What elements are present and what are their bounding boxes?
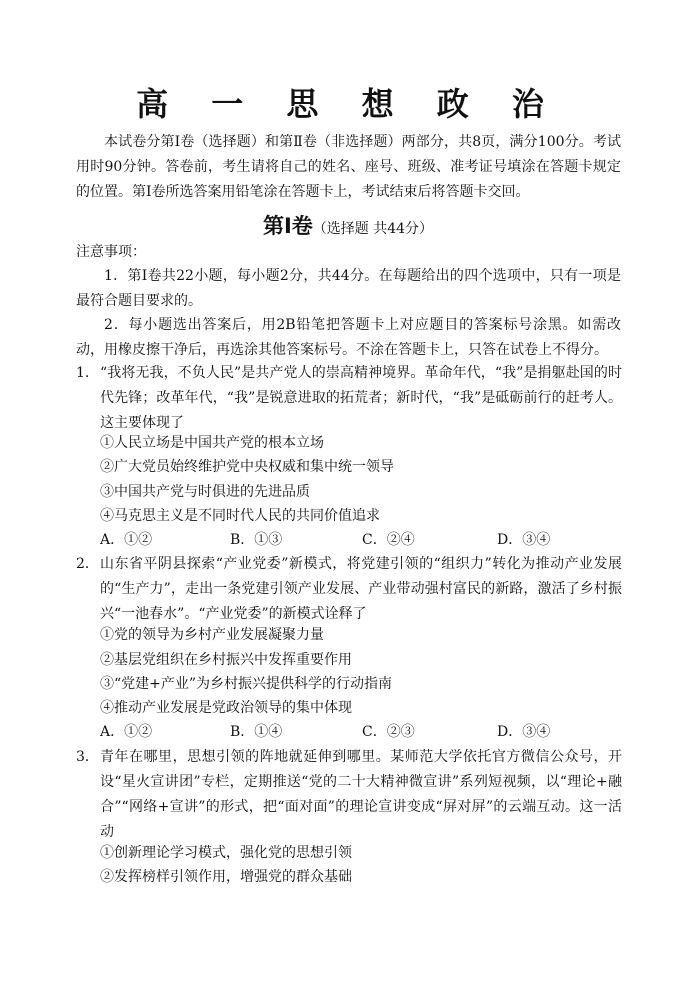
note-item: 1．第Ⅰ卷共22小题，每小题2分，共44分。在每题给出的四个选项中，只有一项是最符合题目要求的。 (76, 268, 621, 309)
question-stem: “我将无我，不负人民”是共产党人的崇高精神境界。革命年代，“我”是捐躯赴国的时代先锋；改革年代，“我”是锐意进取的拓荒者；新时代，“我”是砥砺前行的赶考人。这主要体现了 (100, 365, 622, 431)
section-subtitle: （选择题 共44分） (312, 221, 434, 237)
option-item: ③“党建+产业”为乡村振兴提供科学的行动指南 (100, 676, 393, 692)
section-main-title: 第Ⅰ卷 (262, 214, 313, 238)
intro-paragraph: 本试卷分第Ⅰ卷（选择题）和第Ⅱ卷（非选择题）两部分，共8页，满分100分。考试用时90分钟。答卷前，考生请将自己的姓名、座号、班级、准考证号填涂在答题卡规定的位置。第Ⅰ卷所选答案用铅笔涂在答题卡上，考试结束后将答题卡交回。 (76, 134, 621, 200)
option-item: ②广大党员始终维护党中央权威和集中统一领导 (100, 459, 394, 475)
answer-choice: C．②③ (362, 724, 415, 740)
answer-choice: D．③④ (497, 724, 551, 740)
question-stem: 山东省平阴县探索“产业党委”新模式，将党建引领的“组织力”转化为推动产业发展的“生产力”，走出一条党建引领产业发展、产业带动强村富民的新路，激活了乡村振兴“一池春水”。“产业党委”的新模式诠释了 (100, 556, 622, 622)
option-item: ④马克思主义是不同时代人民的共同价值追求 (100, 508, 380, 524)
option-item: ②基层党组织在乡村振兴中发挥重要作用 (100, 652, 352, 668)
option-item: ①党的领导为乡村产业发展凝聚力量 (100, 627, 324, 643)
option-item: ②发挥榜样引领作用，增强党的群众基础 (100, 869, 352, 885)
section-heading (0, 212, 696, 243)
option-item: ④推动产业发展是党政治领导的集中体现 (100, 700, 352, 716)
question-number: 1． (76, 365, 99, 381)
answer-choice: A．①② (100, 532, 153, 548)
question-number: 3． (76, 749, 99, 765)
answer-choice: D．③④ (497, 532, 551, 548)
question-number: 2． (76, 556, 99, 572)
answer-choice: B．①③ (230, 532, 283, 548)
page-title: 高 一 思 想 政 治 (136, 85, 560, 123)
answer-choice: C．②④ (362, 532, 415, 548)
option-item: ③中国共产党与时俱进的先进品质 (100, 484, 310, 500)
notes-label: 注意事项： (76, 244, 146, 260)
note-item: 2．每小题选出答案后，用2B铅笔把答题卡上对应题目的答案标号涂黑。如需改动，用橡皮擦干净后，再选涂其他答案标号。不涂在答题卡上，只答在试卷上不得分。 (76, 317, 621, 358)
question-stem: 青年在哪里，思想引领的阵地就延伸到哪里。某师范大学依托官方微信公众号，开设“星火宣讲团”专栏，定期推送“党的二十大精神微宣讲”系列短视频，以“理论+融合”“网络+宣讲”的形式，把“面对面”的理论宣讲变成“屏对屏”的云端互动。这一活动 (100, 749, 622, 840)
option-item: ①创新理论学习模式，强化党的思想引领 (100, 845, 352, 861)
option-item: ①人民立场是中国共产党的根本立场 (100, 435, 324, 451)
answer-choice: A．①② (100, 724, 153, 740)
answer-choice: B．①④ (230, 724, 283, 740)
